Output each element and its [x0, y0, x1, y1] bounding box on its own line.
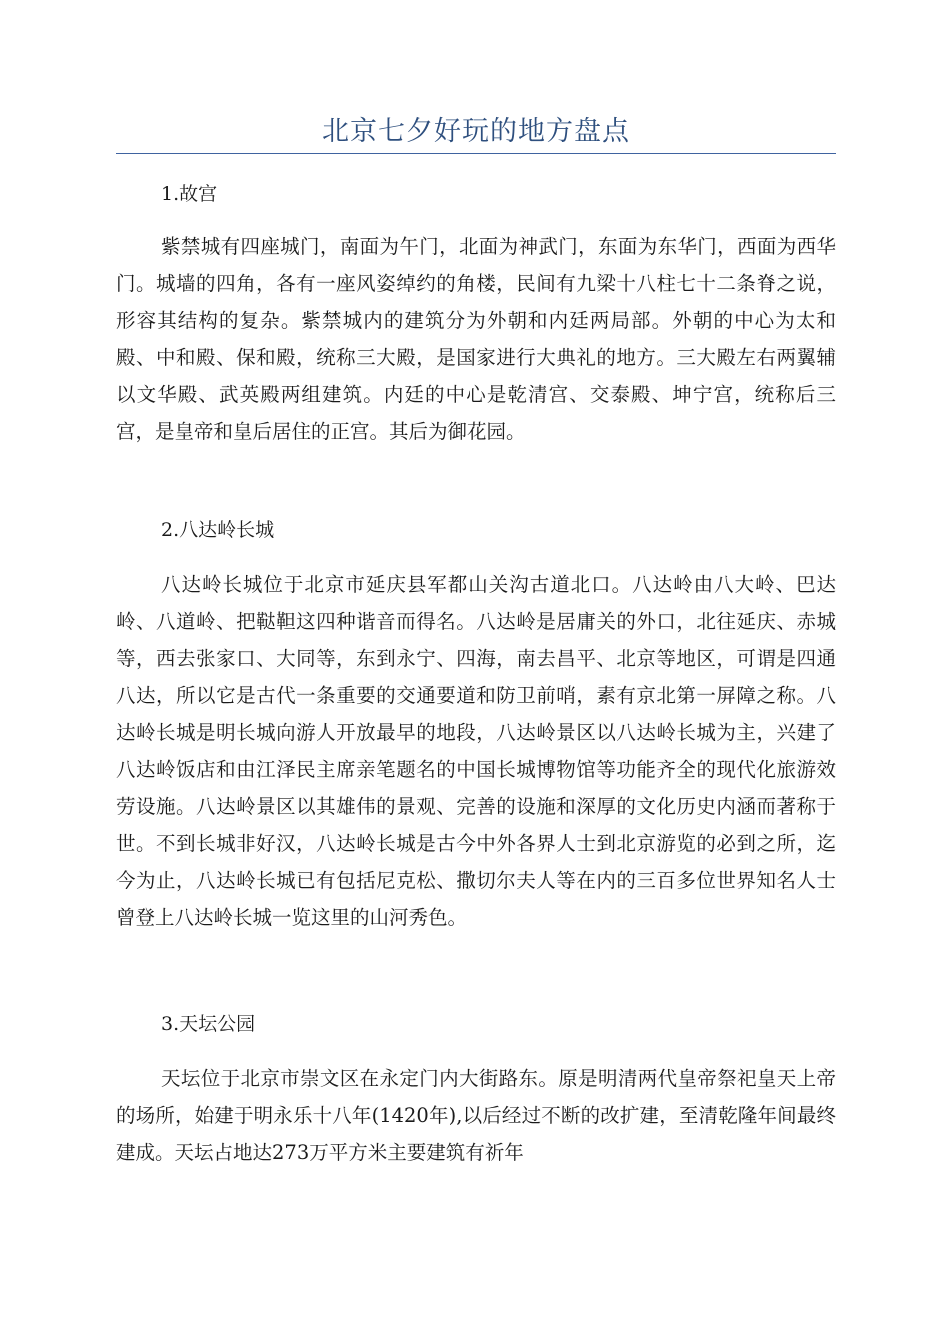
page-title: 北京七夕好玩的地方盘点 [322, 116, 630, 147]
section-body-tiantan: 天坛位于北京市崇文区在永定门内大街路东。原是明清两代皇帝祭祀皇天上帝的场所，始建于明永乐十八年(1420年),以后经过不断的改扩建，至清乾隆年间最终建成。天坛占地达273万平方米主要建筑有祈年 [116, 1067, 836, 1164]
title-underline [116, 153, 836, 154]
section-heading-badaling: 2.八达岭长城 [161, 519, 275, 541]
section-heading-tiantan: 3.天坛公园 [161, 1013, 256, 1035]
section-heading-gugong: 1.故宫 [161, 183, 218, 205]
section-body-badaling: 八达岭长城位于北京市延庆县军都山关沟古道北口。八达岭由八大岭、巴达岭、八道岭、把鞑靼这四种谐音而得名。八达岭是居庸关的外口，北往延庆、赤城等，西去张家口、大同等，东到永宁、四海，南去昌平、北京等地区，可谓是四通八达，所以它是古代一条重要的交通要道和防卫前哨，素有京北第一屏障之称。八达岭长城是明长城向游人开放最早的地段，八达岭景区以八达岭长城为主，兴建了八达岭饭店和由江泽民主席亲笔题名的中国长城博物馆等功能齐全的现代化旅游效劳设施。八达岭景区以其雄伟的景观、完善的设施和深厚的文化历史内涵而著称于世。不到长城非好汉，八达岭长城是古今中外各界人士到北京游览的必到之所，迄今为止，八达岭长城已有包括尼克松、撒切尔夫人等在内的三百多位世界知名人士曾登上八达岭长城一览这里的山河秀色。 [116, 573, 836, 929]
section-body-gugong: 紫禁城有四座城门，南面为午门，北面为神武门，东面为东华门，西面为西华门。城墙的四角，各有一座风姿绰约的角楼，民间有九梁十八柱七十二条脊之说，形容其结构的复杂。紫禁城内的建筑分为外朝和内廷两局部。外朝的中心为太和殿、中和殿、保和殿，统称三大殿，是国家进行大典礼的地方。三大殿左右两翼辅以文华殿、武英殿两组建筑。内廷的中心是乾清宫、交泰殿、坤宁宫，统称后三宫，是皇帝和皇后居住的正宫。其后为御花园。 [116, 235, 836, 443]
